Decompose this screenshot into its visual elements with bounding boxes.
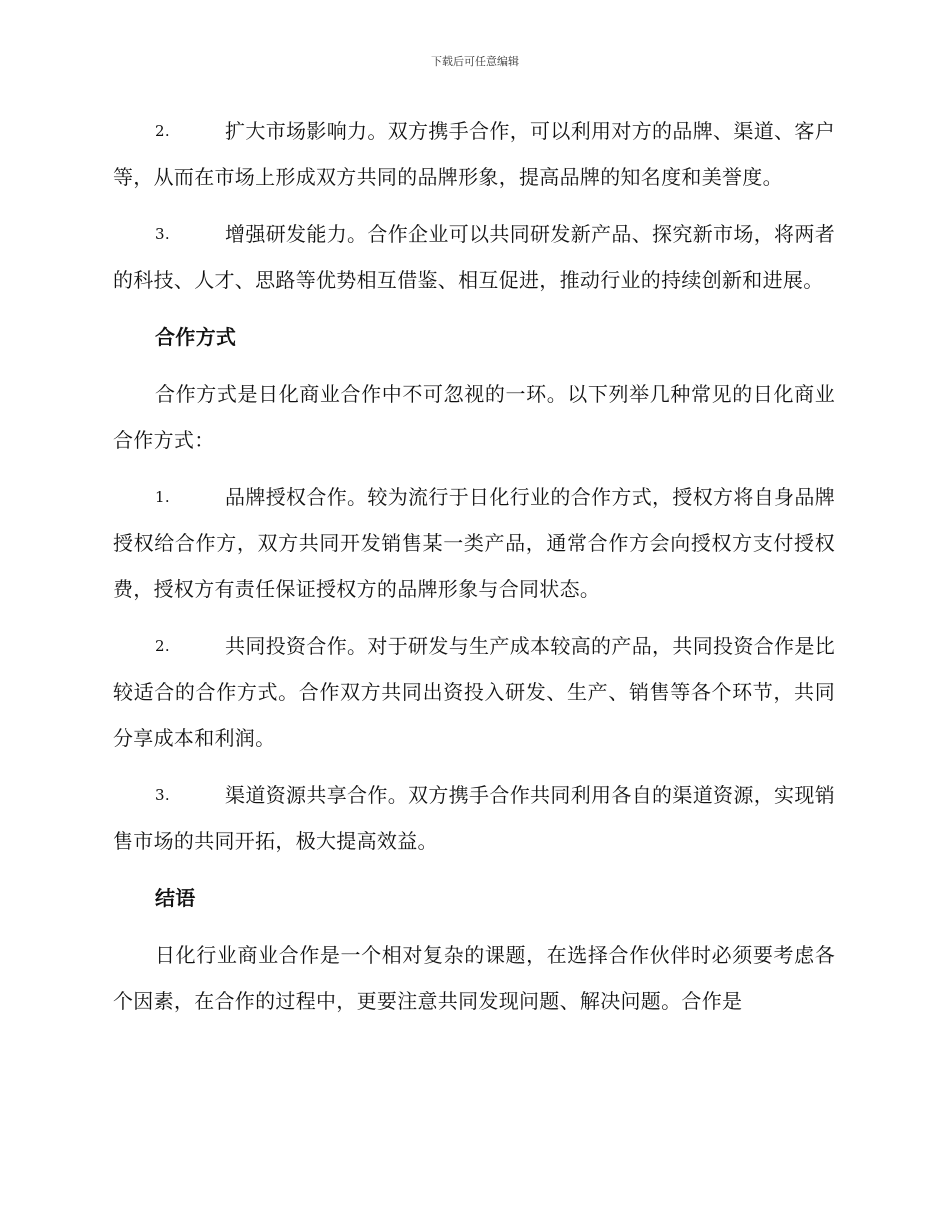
list-item xyxy=(113,108,835,200)
list-item xyxy=(113,772,835,864)
list-text: 品牌授权合作。较为流行于日化行业的合作方式，授权方将自身品牌授权给合作方，双方共同开发销售某一类产品，通常合作方会向授权方支付授权费，授权方有责任保证授权方的品牌形象与合同状态。 xyxy=(113,485,835,601)
list-item xyxy=(113,474,835,612)
list-text: 增强研发能力。合作企业可以共同研发新产品、探究新市场，将两者的科技、人才、思路等优势相互借鉴、相互促进，推动行业的持续创新和进展。 xyxy=(113,222,835,292)
section-heading: 结语 xyxy=(155,886,196,910)
paragraph: 合作方式是日化商业合作中不可忽视的一环。以下列举几种常见的日化商业合作方式： xyxy=(113,382,835,452)
list-text: 扩大市场影响力。双方携手合作，可以利用对方的品牌、渠道、客户等，从而在市场上形成双方共同的品牌形象，提高品牌的知名度和美誉度。 xyxy=(113,119,835,189)
paragraph: 日化行业商业合作是一个相对复杂的课题，在选择合作伙伴时必须要考虑各个因素，在合作的过程中，更要注意共同发现问题、解决问题。合作是 xyxy=(113,943,835,1013)
list-number: 2. xyxy=(155,637,170,655)
list-number: 3. xyxy=(155,225,170,243)
page-header: 下载后可任意编辑 xyxy=(431,55,519,68)
list-text: 共同投资合作。对于研发与生产成本较高的产品，共同投资合作是比较适合的合作方式。合作双方共同出资投入研发、生产、销售等各个环节，共同分享成本和利润。 xyxy=(113,634,835,750)
list-number: 3. xyxy=(155,786,170,804)
list-number: 1. xyxy=(155,488,170,506)
list-item xyxy=(113,623,835,761)
document-body xyxy=(113,108,835,1035)
list-text: 渠道资源共享合作。双方携手合作共同利用各自的渠道资源，实现销售市场的共同开拓，极大提高效益。 xyxy=(113,783,835,853)
list-number: 2. xyxy=(155,122,170,140)
section-heading: 合作方式 xyxy=(155,325,237,349)
list-item xyxy=(113,211,835,303)
